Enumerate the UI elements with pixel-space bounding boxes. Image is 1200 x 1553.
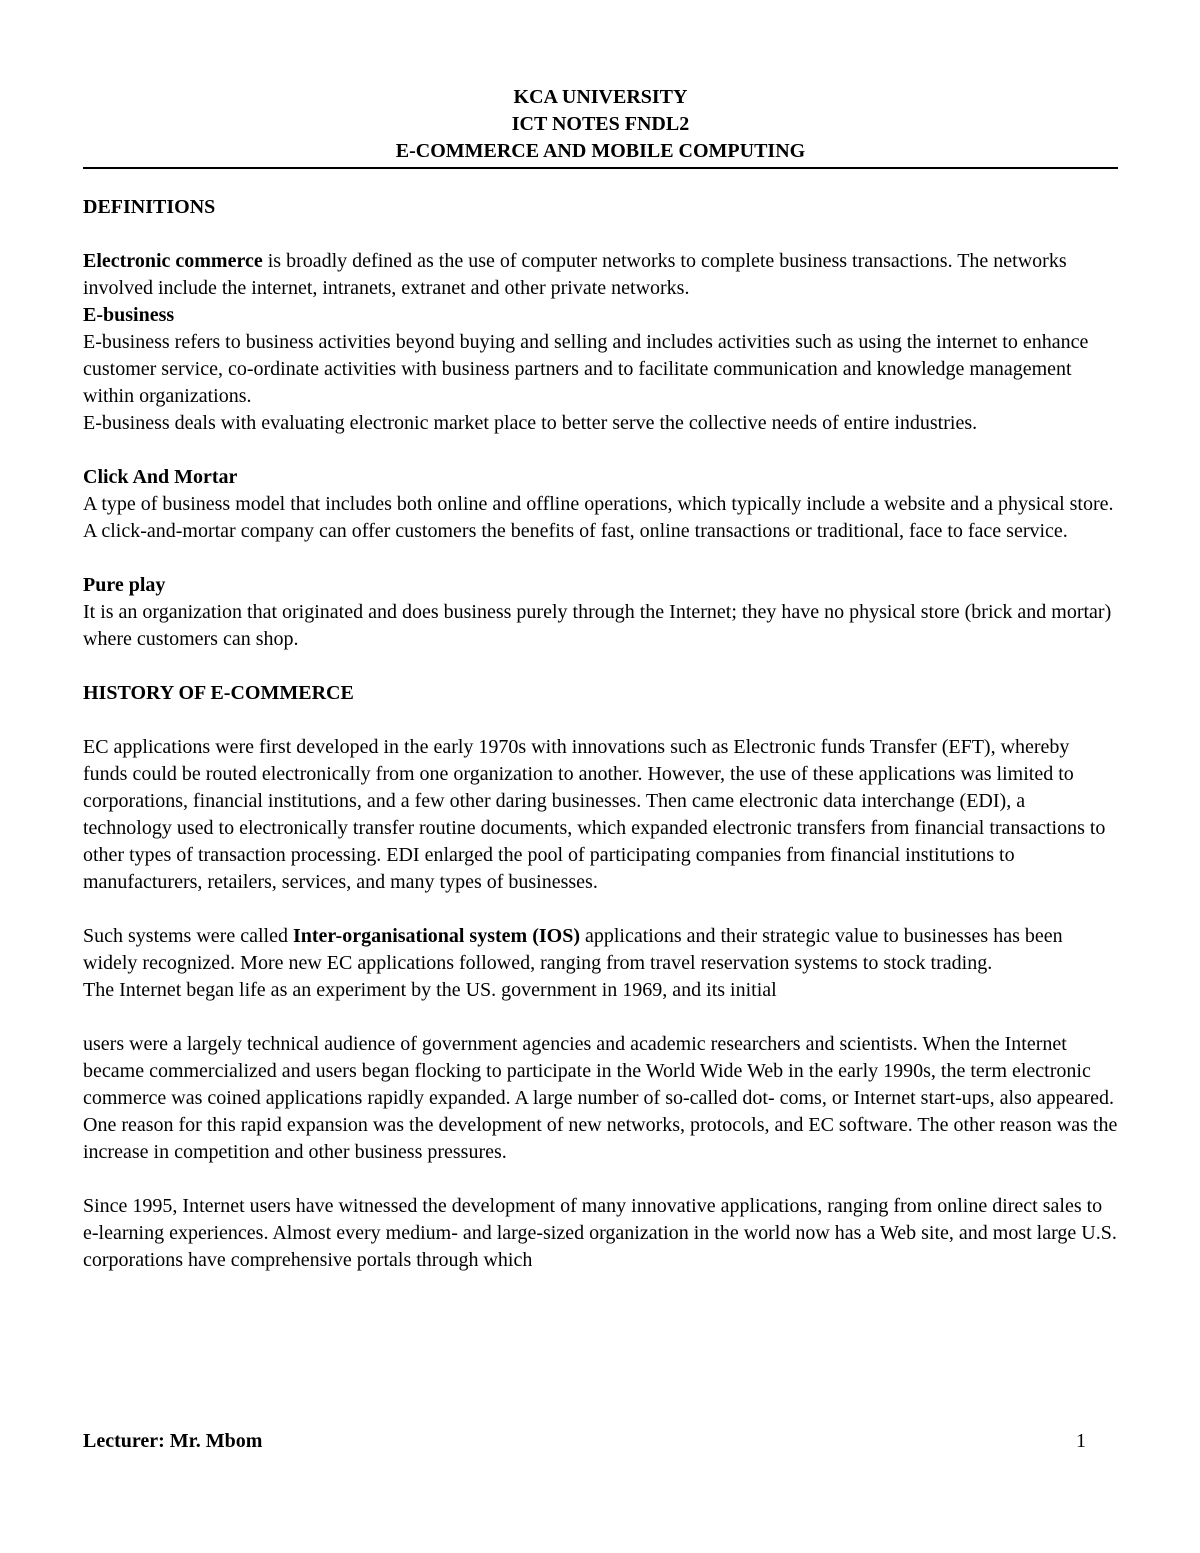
history-paragraph-5: Since 1995, Internet users have witnessed the development of many innovative applications, ranging from online direct sales to e-learning experiences. Almost every medium- and large-sized organization in the world now has a Web site, and most large U.S. corporations have comprehensive portals through which <box>83 1195 1117 1271</box>
click-and-mortar-heading: Click And Mortar <box>83 466 238 488</box>
ebusiness-heading: E-business <box>83 304 175 326</box>
page-footer <box>83 1428 1118 1455</box>
ebusiness-paragraph-2: E-business deals with evaluating electronic market place to better serve the collective needs of entire industries. <box>83 412 978 434</box>
ios-term: Inter-organisational system (IOS) <box>292 925 580 947</box>
pure-play-heading: Pure play <box>83 574 166 596</box>
click-and-mortar-paragraph: A type of business model that includes both online and offline operations, which typically include a website and a physical store. A click-and-mortar company can offer customers the benefits of fast, online transactions or traditional, face to face service. <box>83 493 1114 542</box>
ios-post-text: applications and their strategic value to businesses has been widely recognized. More new EC applications followed, ranging from travel reservation systems to stock trading. <box>83 925 1063 974</box>
history-heading: HISTORY OF E-COMMERCE <box>83 682 354 704</box>
ec-definition-paragraph <box>83 248 1118 302</box>
ec-term: Electronic commerce <box>83 250 263 272</box>
history-paragraph-2 <box>83 923 1118 977</box>
course-title: ICT NOTES FNDL2 <box>511 113 690 135</box>
ios-pre-text: Such systems were called <box>83 925 293 947</box>
university-title: KCA UNIVERSITY <box>513 86 688 108</box>
history-paragraph-3: The Internet began life as an experiment by the US. government in 1969, and its initial <box>83 979 777 1001</box>
pure-play-paragraph: It is an organization that originated and does business purely through the Internet; they have no physical store (brick and mortar) where customers can shop. <box>83 601 1112 650</box>
lecturer-name: Lecturer: Mr. Mbom <box>83 1430 263 1452</box>
history-paragraph-4: users were a largely technical audience of government agencies and academic researchers and scientists. When the Internet became commercialized and users began flocking to participate in the World Wide Web in the early 1990s, the term electronic commerce was coined applications rapidly expanded. A large number of so-called dot- coms, or Internet start-ups, also appeared. One reason for this rapid expansion was the development of new networks, protocols, and EC software. The other reason was the increase in competition and other business pressures. <box>83 1033 1118 1163</box>
page-number: 1 <box>1076 1430 1086 1452</box>
history-paragraph-1: EC applications were first developed in the early 1970s with innovations such as Electronic funds Transfer (EFT), whereby funds could be routed electronically from one organization to another. However, the use of these applications was limited to corporations, financial institutions, and a few other daring businesses. Then came electronic data interchange (EDI), a technology used to electronically transfer routine documents, which expanded electronic transfers from financial transactions to other types of transaction processing. EDI enlarged the pool of participating companies from financial institutions to manufacturers, retailers, services, and many types of businesses. <box>83 736 1106 893</box>
definitions-heading: DEFINITIONS <box>83 196 216 218</box>
ebusiness-paragraph-1: E-business refers to business activities beyond buying and selling and includes activities such as using the internet to enhance customer service, co-ordinate activities with business partners and to facilitate communication and knowledge management within organizations. <box>83 331 1089 407</box>
ec-definition-text: is broadly defined as the use of computer networks to complete business transactions. The networks involved include the internet, intranets, extranet and other private networks. <box>83 250 1067 299</box>
document-page <box>83 84 1118 1274</box>
document-title: E-COMMERCE AND MOBILE COMPUTING <box>395 140 806 162</box>
